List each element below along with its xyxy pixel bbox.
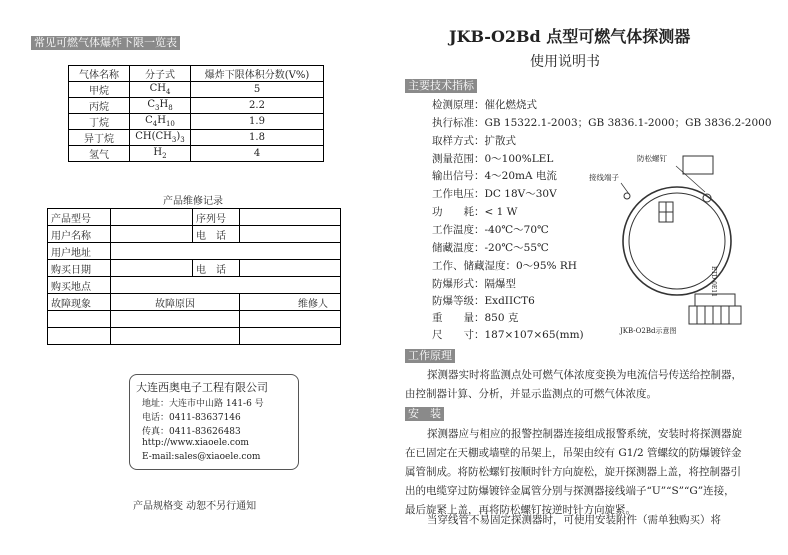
gas-formula: $C_3H_8$: [130, 98, 191, 114]
table-row: [48, 226, 341, 243]
table-row: [48, 294, 341, 311]
spec-tag: 主要技术指标: [405, 79, 477, 93]
gas-name: 异丁烷: [69, 130, 130, 146]
repair-value-user: [111, 226, 193, 243]
table-row: [69, 146, 324, 162]
spec-humidity: 工作、储藏湿度：0～95% RH: [432, 260, 577, 272]
repair-label-phone2: 电 话: [193, 260, 240, 277]
company-name: 大连西奥电子工程有限公司: [136, 381, 268, 394]
table-row: [48, 209, 341, 226]
repair-label-user: 用户名称: [48, 226, 111, 243]
device-diagram: [585, 148, 750, 340]
spec-weight: 重 量：850 克: [432, 312, 519, 324]
gas-limit: 1.8: [191, 130, 324, 146]
gas-formula: $CH(CH_3)_3$: [130, 130, 191, 146]
gas-name: 丁烷: [69, 114, 130, 130]
table-row: [69, 130, 324, 146]
repair-label-model: 产品型号: [48, 209, 111, 226]
table-row: [48, 260, 341, 277]
gas-limit: 5: [191, 82, 324, 98]
footer-note: 产品规格变 动恕不另行通知: [133, 501, 257, 512]
repair-label-place: 购买地点: [48, 277, 111, 294]
spec-size: 尺 寸：187×107×65(mm): [432, 329, 584, 341]
spec-power: 功 耗：< 1 W: [432, 206, 518, 218]
diagram-caption: JKB-O2Bd示意图: [620, 327, 677, 335]
company-email[interactable]: E-mail:sales@xiaoele.com: [142, 452, 261, 462]
repair-label-phone: 电 话: [193, 226, 240, 243]
spec-standard: 执行标准：GB 15322.1-2003；GB 3836.1-2000；GB 3836.2-2000: [432, 117, 772, 129]
table-row: [69, 82, 324, 98]
diagram-label-vertical: ETD 0E11: [710, 266, 717, 297]
repair-label-date: 购买日期: [48, 260, 111, 277]
repair-value-address: [111, 243, 341, 260]
repair-table: [47, 208, 341, 345]
company-box: [129, 374, 299, 470]
gas-col-name: 气体名称: [69, 66, 130, 82]
repair-label-serial: 序列号: [193, 209, 240, 226]
repair-value-phone2: [240, 260, 341, 277]
gas-table: [68, 65, 324, 162]
repair-label-cause: 故障原因: [111, 294, 240, 311]
gas-formula: $H_2$: [130, 146, 191, 162]
spec-principle: 检测原理：催化燃烧式: [432, 99, 537, 111]
doc-title: JKB-O2Bd 点型可燃气体探测器: [449, 27, 691, 46]
spec-explosion-grade: 防爆等级：ExdIICT6: [432, 295, 535, 307]
gas-name: 丙烷: [69, 98, 130, 114]
repair-value-phone: [240, 226, 341, 243]
gas-limit: 1.9: [191, 114, 324, 130]
spec-sampling: 取样方式：扩散式: [432, 135, 516, 147]
table-row: [69, 98, 324, 114]
gas-col-limit: 爆炸下限体积分数(V%): [191, 66, 324, 82]
install-text: 探测器应与相应的报警控制器连接组成报警系统，安装时将探测器旋在已固定在天棚或墙壁的吊架上，吊架由绞有 G1/2 管螺纹的防爆镀锌金属管制成。将防松螺钉按顺时针方向旋松，旋开探测器上盖，将控制器引出的电缆穿过防爆镀锌金属管分别与探测器接线端子“U”“S”“G”连接，最后旋紧上盖，再将防松螺钉按逆时针方向旋紧。: [405, 428, 742, 516]
spec-voltage: 工作电压：DC 18V～30V: [432, 188, 557, 200]
repair-label-fault: 故障现象: [48, 294, 111, 311]
spec-store-temp: 储藏温度：-20℃～55℃: [432, 242, 549, 254]
principle-tag: 工作原理: [405, 349, 455, 363]
principle-text: 探测器实时将监测点处可燃气体浓度变换为电流信号传送给控制器，由控制器计算、分析，并显示监测点的可燃气体浓度。: [405, 369, 742, 400]
gas-name: 甲烷: [69, 82, 130, 98]
table-row: [48, 277, 341, 294]
gas-table-header: [69, 66, 324, 82]
gas-formula: $C_4H_{10}$: [130, 114, 191, 130]
diagram-label-screw: 防松螺钉: [637, 154, 667, 163]
spec-output: 输出信号：4～20mA 电流: [432, 170, 557, 182]
doc-subtitle: 使用说明书: [530, 54, 600, 70]
repair-title: 产品维修记录: [163, 196, 223, 207]
repair-value-model: [111, 209, 193, 226]
company-fax: 传真：0411-83626483: [142, 427, 241, 437]
diagram-pipe: [683, 156, 713, 174]
company-website[interactable]: http://www.xiaoele.com: [142, 438, 249, 448]
table-row: [48, 328, 341, 345]
repair-value-serial: [240, 209, 341, 226]
company-tel: 电话：0411-83637146: [142, 413, 241, 423]
gas-limit: 4: [191, 146, 324, 162]
gas-formula: $CH_4$: [130, 82, 191, 98]
gas-name: 氢气: [69, 146, 130, 162]
repair-label-repairer: 维修人: [240, 294, 341, 311]
repair-label-address: 用户地址: [48, 243, 111, 260]
gas-col-formula: 分子式: [130, 66, 191, 82]
spec-explosion-type: 防爆形式：隔爆型: [432, 278, 516, 290]
spec-work-temp: 工作温度：-40℃～70℃: [432, 224, 549, 236]
repair-value-date: [111, 260, 193, 277]
gas-table-title: 常见可燃气体爆炸下限一览表: [31, 36, 180, 50]
table-row: [69, 114, 324, 130]
spec-range: 测量范围：0～100%LEL: [432, 153, 554, 165]
install-text-continued: 当穿线管不易固定探测器时，可使用安装附件（需单独购买）将: [427, 514, 721, 526]
table-row: [48, 243, 341, 260]
table-row: [48, 311, 341, 328]
diagram-label-terminal: 接线端子: [589, 173, 619, 182]
company-address: 地址：大连市中山路 141-6 号: [142, 399, 264, 409]
repair-value-place: [111, 277, 341, 294]
gas-limit: 2.2: [191, 98, 324, 114]
install-tag: 安 装: [405, 407, 444, 421]
